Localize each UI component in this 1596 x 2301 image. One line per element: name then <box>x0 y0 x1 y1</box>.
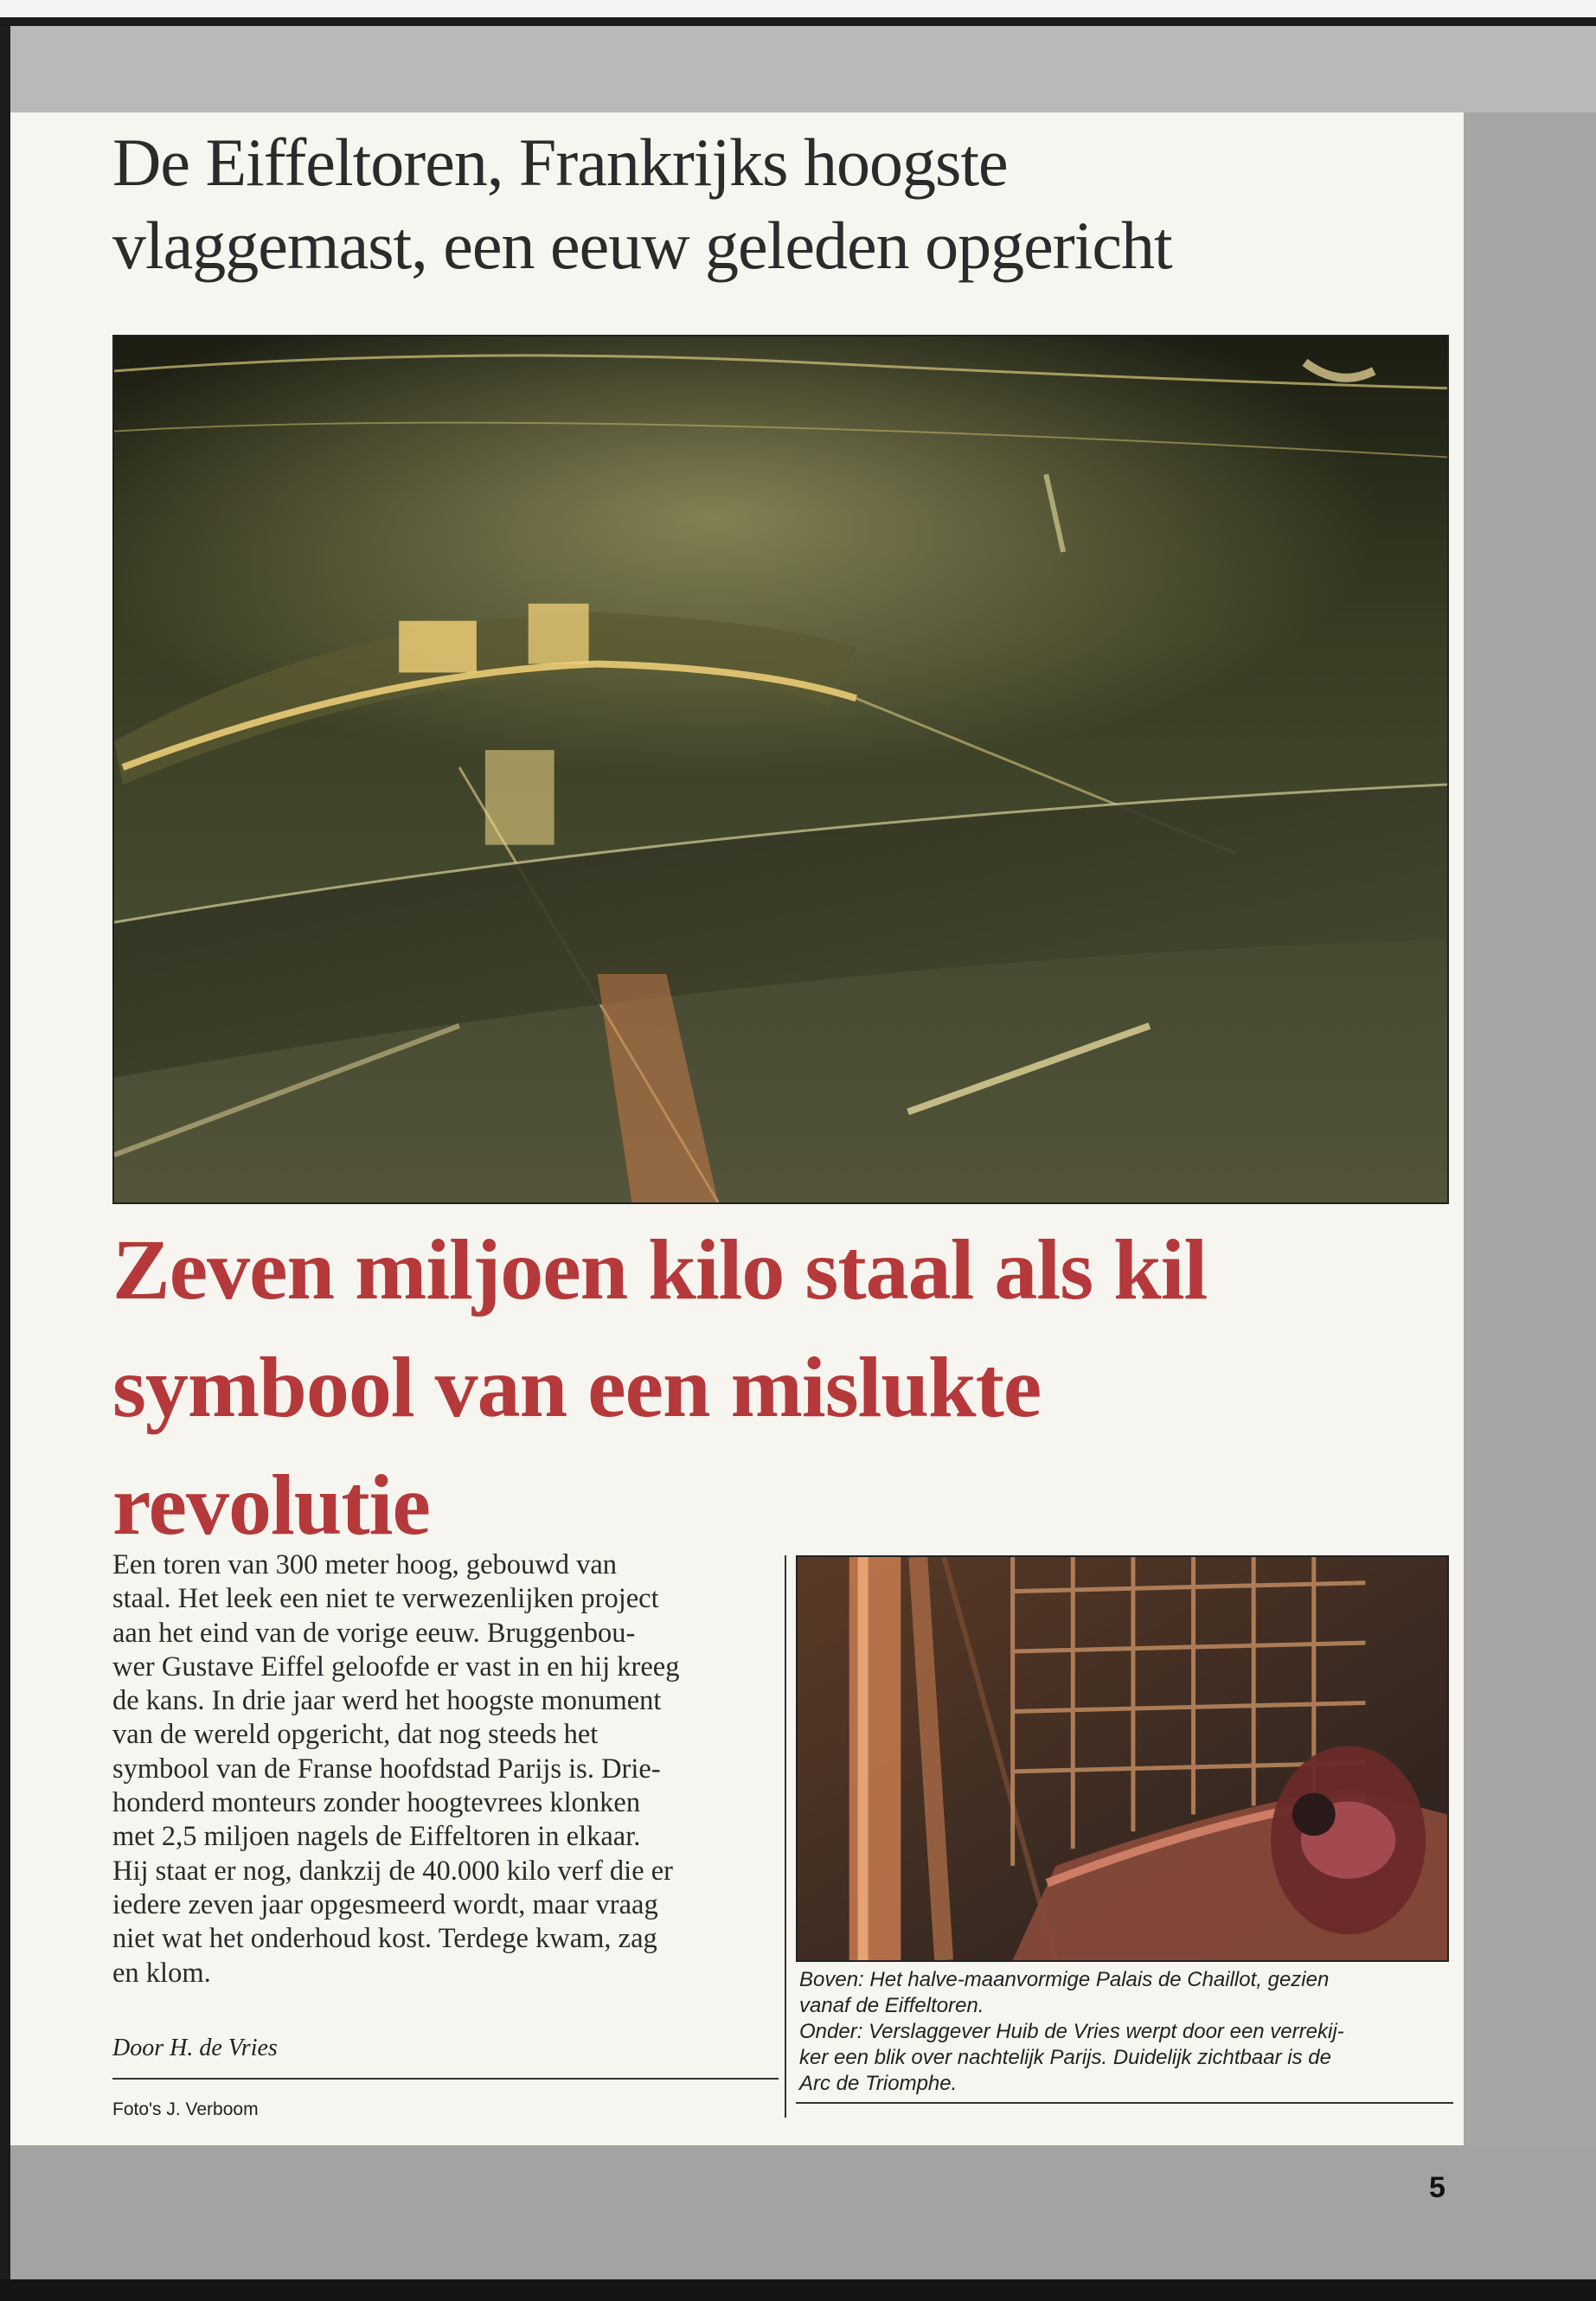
column-divider <box>785 1555 786 2118</box>
intro-line: van de wereld opgericht, dat nog steeds het <box>112 1719 599 1751</box>
caption-line: ker een blik over nachtelijk Parijs. Duidelijk zichtbaar is de <box>799 2046 1331 2069</box>
headline-line: Zeven miljoen kilo staal als kil <box>112 1221 1208 1317</box>
intro-line: Hij staat er nog, dankzij de 40.000 kilo verf die er <box>112 1855 674 1887</box>
intro-line: en klom. <box>112 1957 211 1989</box>
intro-line: Een toren van 300 meter hoog, gebouwd van <box>112 1549 618 1580</box>
main-photo-paris-night <box>112 335 1449 1204</box>
kicker-line: vlaggemast, een eeuw geleden opgericht <box>112 208 1172 283</box>
intro-line: symbool van de Franse hoofdstad Parijs is. Drie- <box>112 1753 661 1785</box>
intro-line: iedere zeven jaar opgesmeerd wordt, maar vraag <box>112 1888 658 1920</box>
kicker-line: De Eiffeltoren, Frankrijks hoogste <box>112 125 1008 200</box>
article-headline <box>112 1211 1453 1564</box>
intro-line: staal. Het leek een niet te verwezenlijken project <box>112 1583 659 1615</box>
intro-line: honderd monteurs zonder hoogtevrees klonken <box>112 1787 641 1819</box>
scan-top-bar <box>0 17 1596 26</box>
intro-line: met 2,5 miljoen nagels de Eiffeltoren in elkaar. <box>112 1821 641 1853</box>
intro-line: niet wat het onderhoud kost. Terdege kwam, zag <box>112 1923 657 1955</box>
scan-footer-band <box>10 2145 1596 2279</box>
scan-left-edge <box>0 26 10 2284</box>
page-number: 5 <box>1429 2171 1445 2204</box>
caption-line: vanaf de Eiffeltoren. <box>799 1994 984 2017</box>
caption-line: Boven: Het halve-maanvormige Palais de Chaillot, gezien <box>799 1968 1330 1991</box>
observation-deck-photo <box>798 1557 1447 1960</box>
scan-header-band <box>10 26 1596 112</box>
inset-photo-observation-deck <box>796 1555 1449 1962</box>
caption-rule <box>796 2102 1453 2104</box>
scan-top-edge <box>0 0 1596 17</box>
byline-rule <box>112 2078 779 2080</box>
photo-credit: Foto's J. Verboom <box>112 2099 259 2119</box>
scan-right-margin <box>1464 112 1596 2145</box>
headline-line: symbool van een mislukte <box>112 1339 1042 1435</box>
intro-line: wer Gustave Eiffel geloofde er vast in en hij kreeg <box>112 1650 680 1682</box>
kicker-title <box>112 121 1453 287</box>
caption-line: Onder: Verslaggever Huib de Vries werpt door een verrekij- <box>799 2020 1344 2043</box>
scan-bottom-bar <box>0 2279 1596 2301</box>
intro-line: de kans. In drie jaar werd het hoogste monument <box>112 1685 662 1717</box>
intro-paragraph <box>112 1548 770 1990</box>
magazine-page <box>10 112 1464 2204</box>
byline: Door H. de Vries <box>112 2035 278 2061</box>
photo-caption <box>799 1967 1457 2097</box>
caption-line: Arc de Triomphe. <box>799 2072 958 2095</box>
headline-line: revolutie <box>112 1457 430 1553</box>
intro-line: aan het eind van de vorige eeuw. Bruggenbou- <box>112 1617 636 1649</box>
night-city-photo <box>114 336 1447 1202</box>
